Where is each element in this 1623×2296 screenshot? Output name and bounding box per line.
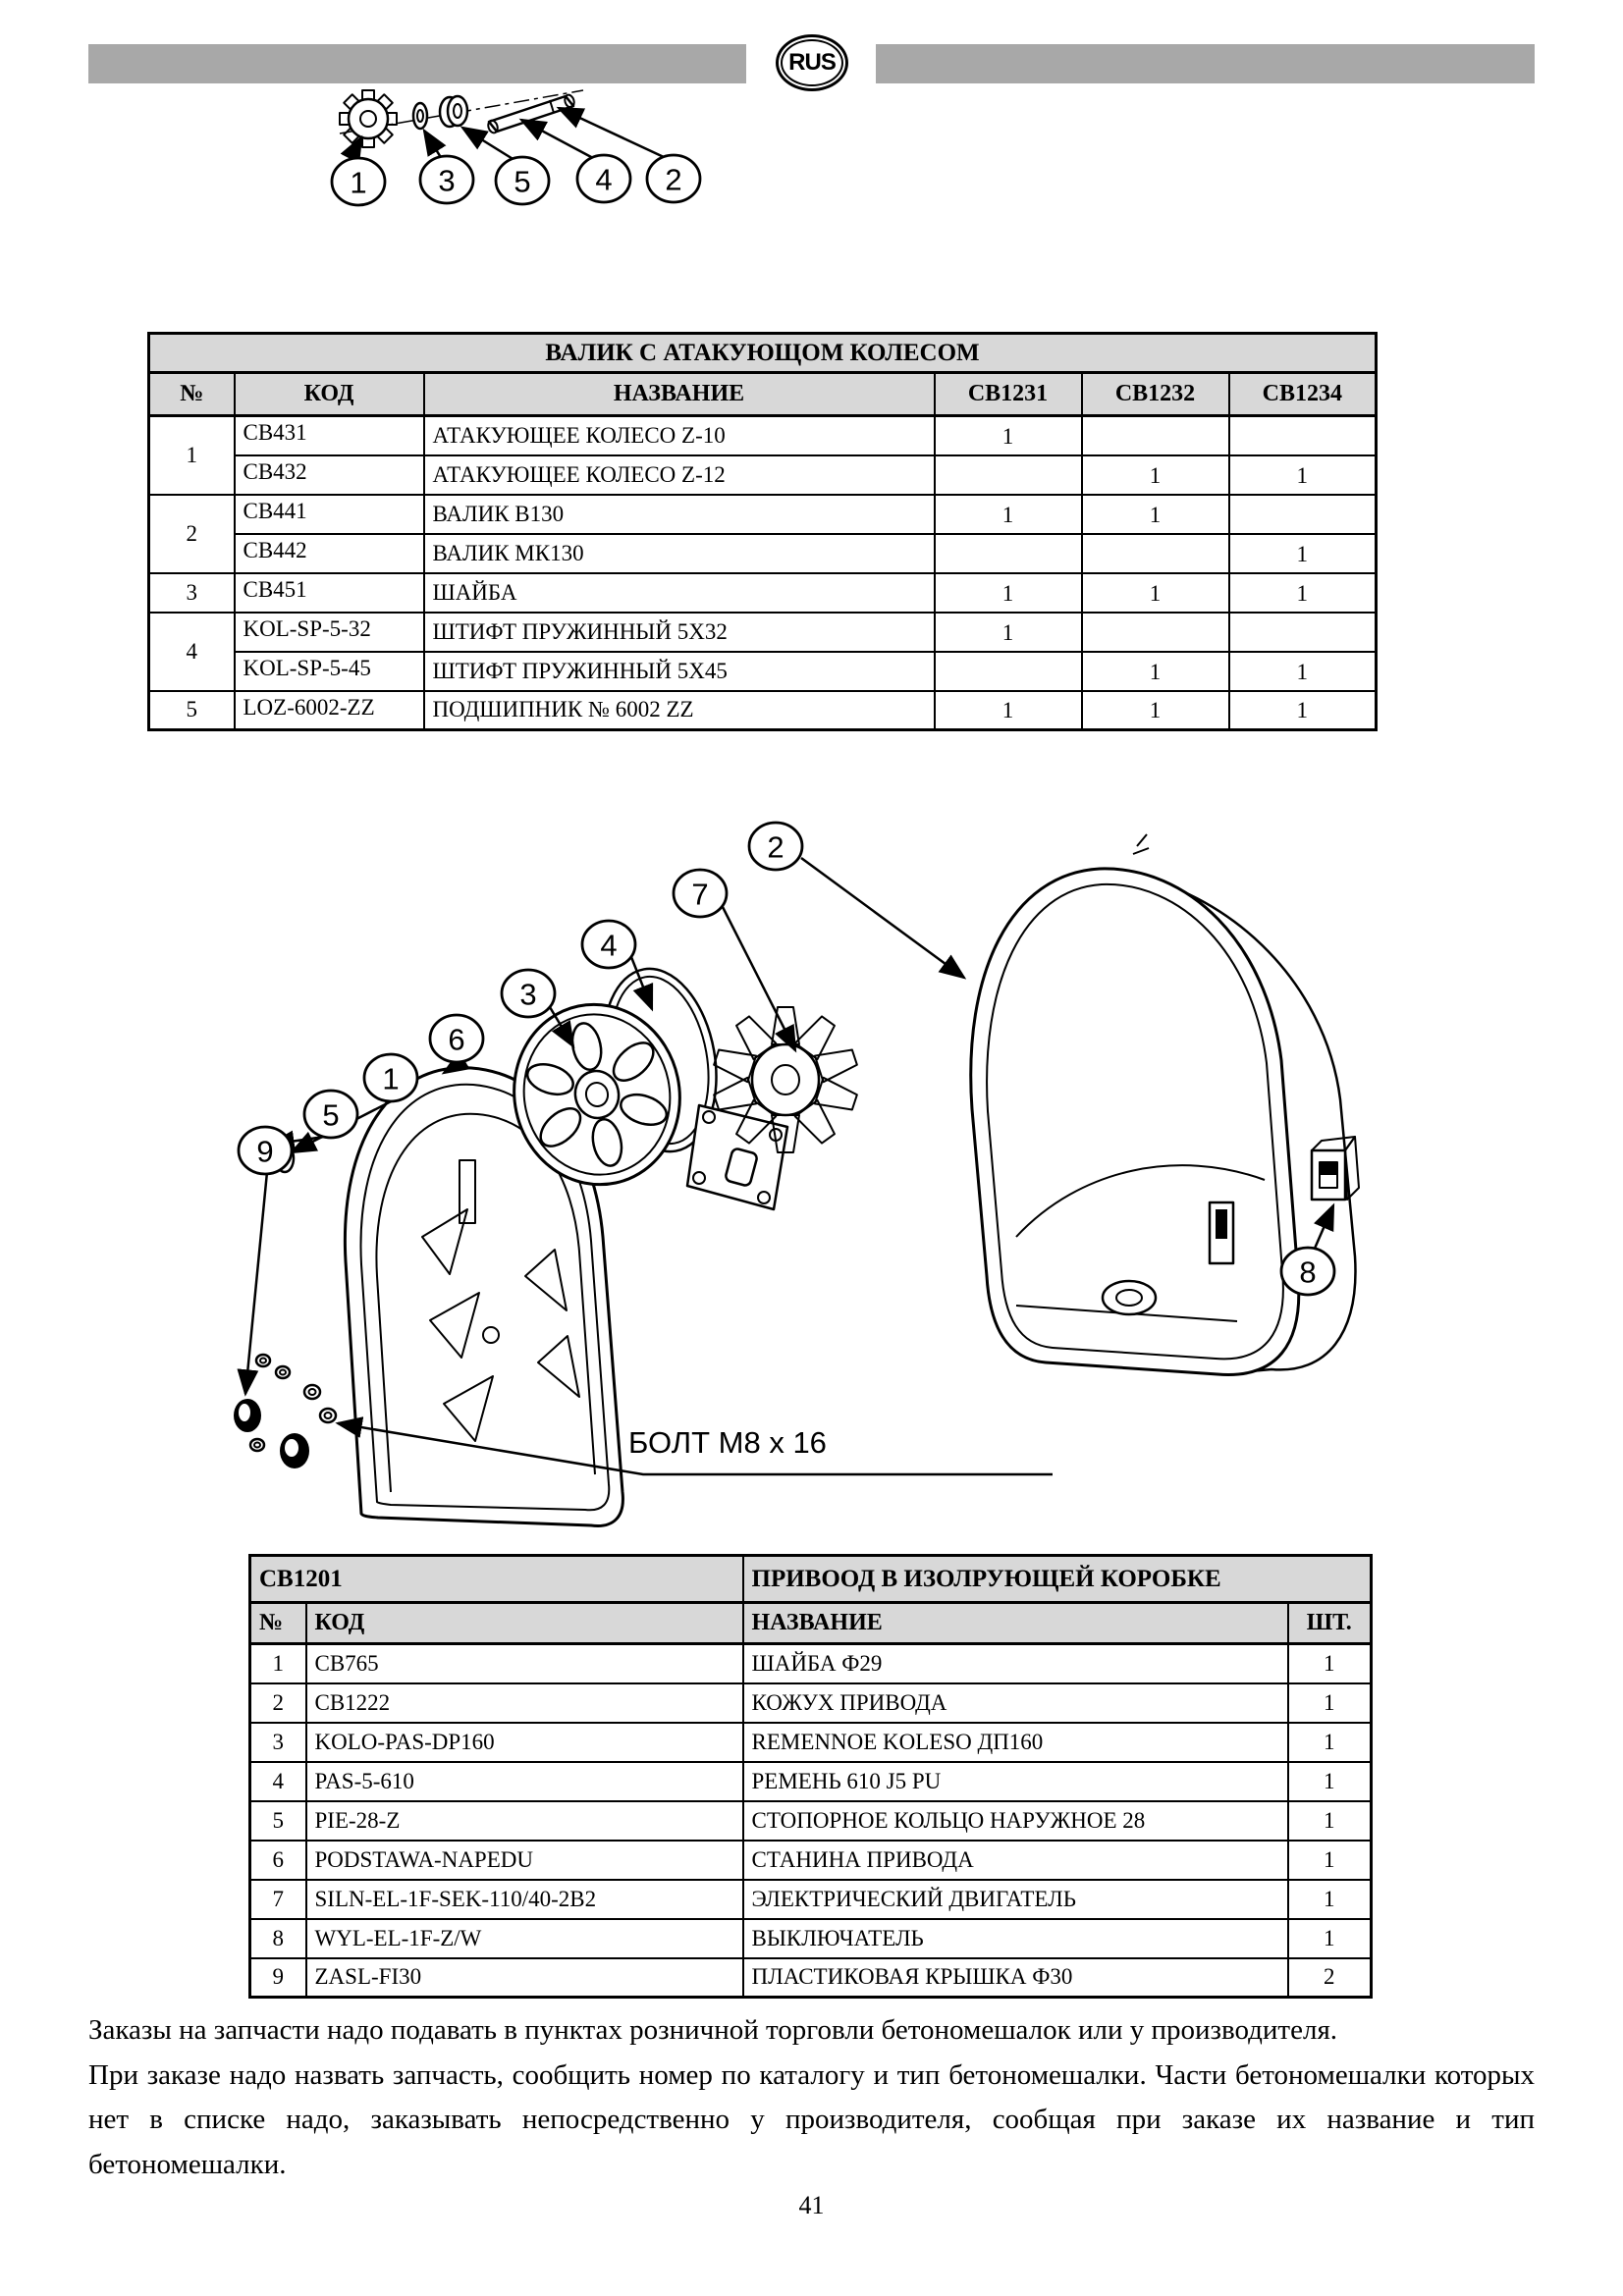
svg-text:2: 2	[665, 162, 682, 197]
qty-cb1232	[1082, 613, 1229, 652]
leader-line-2	[559, 108, 664, 157]
callout-3	[502, 970, 555, 1017]
item-qty: 1	[1288, 1762, 1372, 1801]
item-code: ZASL-FI30	[306, 1958, 743, 1998]
qty-cb1231	[935, 455, 1082, 495]
qty-cb1231: 1	[935, 573, 1082, 613]
leader-line-8	[1314, 1205, 1333, 1251]
svg-text:9: 9	[256, 1134, 274, 1169]
leader-line-5	[462, 128, 514, 160]
item-no: 5	[149, 691, 235, 730]
table1-title-row	[149, 334, 1377, 373]
item-no: 4	[149, 613, 235, 691]
svg-text:5: 5	[514, 164, 531, 199]
item-code: СВ1222	[306, 1683, 743, 1723]
ordering-instructions	[88, 2008, 1535, 2187]
svg-text:3: 3	[438, 163, 456, 198]
item-name: ВЫКЛЮЧАТЕЛЬ	[743, 1919, 1288, 1958]
qty-cb1234: 1	[1229, 455, 1377, 495]
item-code: KOL-SP-5-32	[235, 613, 424, 652]
callout-6	[430, 1015, 483, 1062]
item-qty: 1	[1288, 1801, 1372, 1841]
item-code: СВ431	[235, 416, 424, 455]
item-no: 3	[250, 1723, 306, 1762]
item-name: КОЖУХ ПРИВОДА	[743, 1683, 1288, 1723]
item-name: ВАЛИК МК130	[424, 534, 935, 573]
item-no: 7	[250, 1880, 306, 1919]
table-row	[149, 455, 1377, 495]
callout-7	[674, 870, 727, 917]
bearing-part	[440, 96, 467, 127]
item-code: PAS-5-610	[306, 1762, 743, 1801]
item-qty: 1	[1288, 1683, 1372, 1723]
table2-title-row	[250, 1556, 1372, 1603]
item-no: 3	[149, 573, 235, 613]
item-name: ШТИФТ ПРУЖИННЫЙ 5Х32	[424, 613, 935, 652]
item-code: СВ451	[235, 573, 424, 613]
item-code: СВ441	[235, 495, 424, 534]
parts-table-drive	[248, 1554, 1373, 1999]
table-row	[250, 1880, 1372, 1919]
item-no: 1	[149, 416, 235, 495]
item-qty: 2	[1288, 1958, 1372, 1998]
callout-4	[582, 921, 635, 968]
item-no: 6	[250, 1841, 306, 1880]
language-badge-ring	[781, 39, 843, 86]
ordering-paragraph-1: Заказы на запчасти надо подавать в пунктах розничной торговли бетономешалок или у производителя.	[88, 2014, 1338, 2046]
parts-table-shaft	[147, 332, 1378, 731]
item-name: СТОПОРНОЕ КОЛЬЦО НАРУЖНОЕ 28	[743, 1801, 1288, 1841]
item-name: ПОДШИПНИК № 6002 ZZ	[424, 691, 935, 730]
callout-1	[332, 158, 385, 205]
item-no: 8	[250, 1919, 306, 1958]
item-name: ШТИФТ ПРУЖИННЫЙ 5Х45	[424, 652, 935, 691]
table-row	[250, 1919, 1372, 1958]
item-no: 5	[250, 1801, 306, 1841]
qty-cb1232	[1082, 534, 1229, 573]
leader-line-4	[631, 957, 652, 1009]
table-row	[149, 495, 1377, 534]
qty-cb1231: 1	[935, 495, 1082, 534]
item-name: ШАЙБА Ф29	[743, 1644, 1288, 1683]
svg-text:6: 6	[448, 1022, 465, 1057]
item-name: АТАКУЮЩЕЕ КОЛЕСО Z-12	[424, 455, 935, 495]
table-row	[250, 1723, 1372, 1762]
drive-assembly-diagram	[0, 815, 1623, 1531]
item-code: СВ765	[306, 1644, 743, 1683]
language-badge-label: RUS	[788, 49, 836, 76]
svg-text:5: 5	[322, 1097, 340, 1133]
attack-wheel-part	[340, 90, 397, 147]
qty-cb1231	[935, 534, 1082, 573]
qty-cb1232: 1	[1082, 455, 1229, 495]
table2-header-row	[250, 1603, 1372, 1644]
table-row	[149, 613, 1377, 652]
callout-4	[577, 155, 630, 202]
item-name: СТАНИНА ПРИВОДА	[743, 1841, 1288, 1880]
svg-text:1: 1	[350, 165, 367, 200]
shaft-part	[487, 93, 576, 133]
callout-1	[364, 1054, 417, 1101]
table-row	[250, 1683, 1372, 1723]
svg-text:3: 3	[519, 977, 537, 1012]
col-header-name: НАЗВАНИЕ	[743, 1603, 1288, 1644]
col-header-name: НАЗВАНИЕ	[424, 373, 935, 416]
shaft-assembly-diagram	[0, 86, 1031, 236]
item-code: SILN-EL-1F-SEK-110/40-2B2	[306, 1880, 743, 1919]
callout-8	[1281, 1248, 1334, 1295]
item-name: ЭЛЕКТРИЧЕСКИЙ ДВИГАТЕЛЬ	[743, 1880, 1288, 1919]
callout-5	[304, 1091, 357, 1138]
col-header-cb1234: СВ1234	[1229, 373, 1377, 416]
table-row	[250, 1644, 1372, 1683]
callout-3	[420, 156, 473, 203]
qty-cb1234: 1	[1229, 534, 1377, 573]
table-row	[149, 573, 1377, 613]
item-name: ШАЙБА	[424, 573, 935, 613]
language-badge	[776, 34, 848, 91]
callout-5	[496, 157, 549, 204]
qty-cb1231	[935, 652, 1082, 691]
page-number: 41	[798, 2191, 825, 2219]
item-name: РЕМЕНЬ 610 J5 PU	[743, 1762, 1288, 1801]
item-qty: 1	[1288, 1723, 1372, 1762]
item-code: LOZ-6002-ZZ	[235, 691, 424, 730]
item-qty: 1	[1288, 1841, 1372, 1880]
qty-cb1232: 1	[1082, 691, 1229, 730]
qty-cb1232: 1	[1082, 495, 1229, 534]
svg-text:8: 8	[1299, 1255, 1317, 1290]
callout-2	[749, 823, 802, 870]
leader-line-3	[424, 131, 442, 159]
table2-code-header: СВ1201	[250, 1556, 743, 1603]
col-header-cb1231: СВ1231	[935, 373, 1082, 416]
qty-cb1234: 1	[1229, 652, 1377, 691]
item-code: СВ442	[235, 534, 424, 573]
qty-cb1234	[1229, 613, 1377, 652]
qty-cb1232	[1082, 416, 1229, 455]
table-row	[149, 652, 1377, 691]
qty-cb1231: 1	[935, 691, 1082, 730]
item-name: ВАЛИК В130	[424, 495, 935, 534]
callout-2	[647, 155, 700, 202]
item-no: 9	[250, 1958, 306, 1998]
col-header-code: КОД	[306, 1603, 743, 1644]
item-code: PIE-28-Z	[306, 1801, 743, 1841]
item-name: ПЛАСТИКОВАЯ КРЫШКА Ф30	[743, 1958, 1288, 1998]
washer-part	[413, 103, 427, 129]
svg-text:4: 4	[595, 162, 613, 197]
item-no: 2	[149, 495, 235, 573]
item-code: KOLO-PAS-DP160	[306, 1723, 743, 1762]
qty-cb1234: 1	[1229, 573, 1377, 613]
table-row	[250, 1801, 1372, 1841]
item-no: 1	[250, 1644, 306, 1683]
table1-header-row	[149, 373, 1377, 416]
leader-line-2	[801, 858, 964, 978]
item-code: СВ432	[235, 455, 424, 495]
ordering-paragraph-2: При заказе надо назвать запчасть, сообщить номер по каталогу и тип бетономешалки. Части бетономешалки которых нет в списке надо, заказывать непосредственно у производителя, сообщая при заказе их название и тип бетономешалки.	[88, 2058, 1535, 2180]
col-header-qty: ШТ.	[1288, 1603, 1372, 1644]
qty-cb1232: 1	[1082, 573, 1229, 613]
item-no: 2	[250, 1683, 306, 1723]
table-row	[250, 1762, 1372, 1801]
item-name: АТАКУЮЩЕЕ КОЛЕСО Z-10	[424, 416, 935, 455]
col-header-cb1232: СВ1232	[1082, 373, 1229, 416]
item-qty: 1	[1288, 1880, 1372, 1919]
switch-part	[1312, 1137, 1359, 1200]
table-row	[149, 534, 1377, 573]
plastic-cap-parts	[234, 1399, 309, 1468]
col-header-code: КОД	[235, 373, 424, 416]
table1-title: ВАЛИК С АТАКУЮЩОМ КОЛЕСОМ	[149, 334, 1377, 373]
table2-title: ПРИВООД В ИЗОЛРУЮЩЕЙ КОРОБКЕ	[743, 1556, 1372, 1603]
item-code: PODSTAWA-NAPEDU	[306, 1841, 743, 1880]
svg-text:7: 7	[691, 877, 709, 912]
svg-text:4: 4	[600, 928, 618, 963]
qty-cb1231: 1	[935, 416, 1082, 455]
svg-text:2: 2	[767, 829, 784, 865]
leader-line-7	[723, 907, 795, 1050]
item-qty: 1	[1288, 1919, 1372, 1958]
table-row	[149, 416, 1377, 455]
col-header-no: №	[250, 1603, 306, 1644]
qty-cb1231: 1	[935, 613, 1082, 652]
item-qty: 1	[1288, 1644, 1372, 1683]
table-row	[250, 1841, 1372, 1880]
bolt-label: БОЛТ М8 x 16	[628, 1425, 827, 1460]
callout-9	[239, 1127, 292, 1174]
table-row	[250, 1958, 1372, 1998]
table-row	[149, 691, 1377, 730]
qty-cb1234: 1	[1229, 691, 1377, 730]
motor-part	[687, 1007, 859, 1209]
item-name: REMENNOE KOLESO ДП160	[743, 1723, 1288, 1762]
qty-cb1234	[1229, 416, 1377, 455]
item-code: KOL-SP-5-45	[235, 652, 424, 691]
col-header-no: №	[149, 373, 235, 416]
item-no: 4	[250, 1762, 306, 1801]
svg-text:1: 1	[382, 1061, 400, 1096]
item-code: WYL-EL-1F-Z/W	[306, 1919, 743, 1958]
leader-line-4	[521, 120, 593, 158]
qty-cb1234	[1229, 495, 1377, 534]
qty-cb1232: 1	[1082, 652, 1229, 691]
